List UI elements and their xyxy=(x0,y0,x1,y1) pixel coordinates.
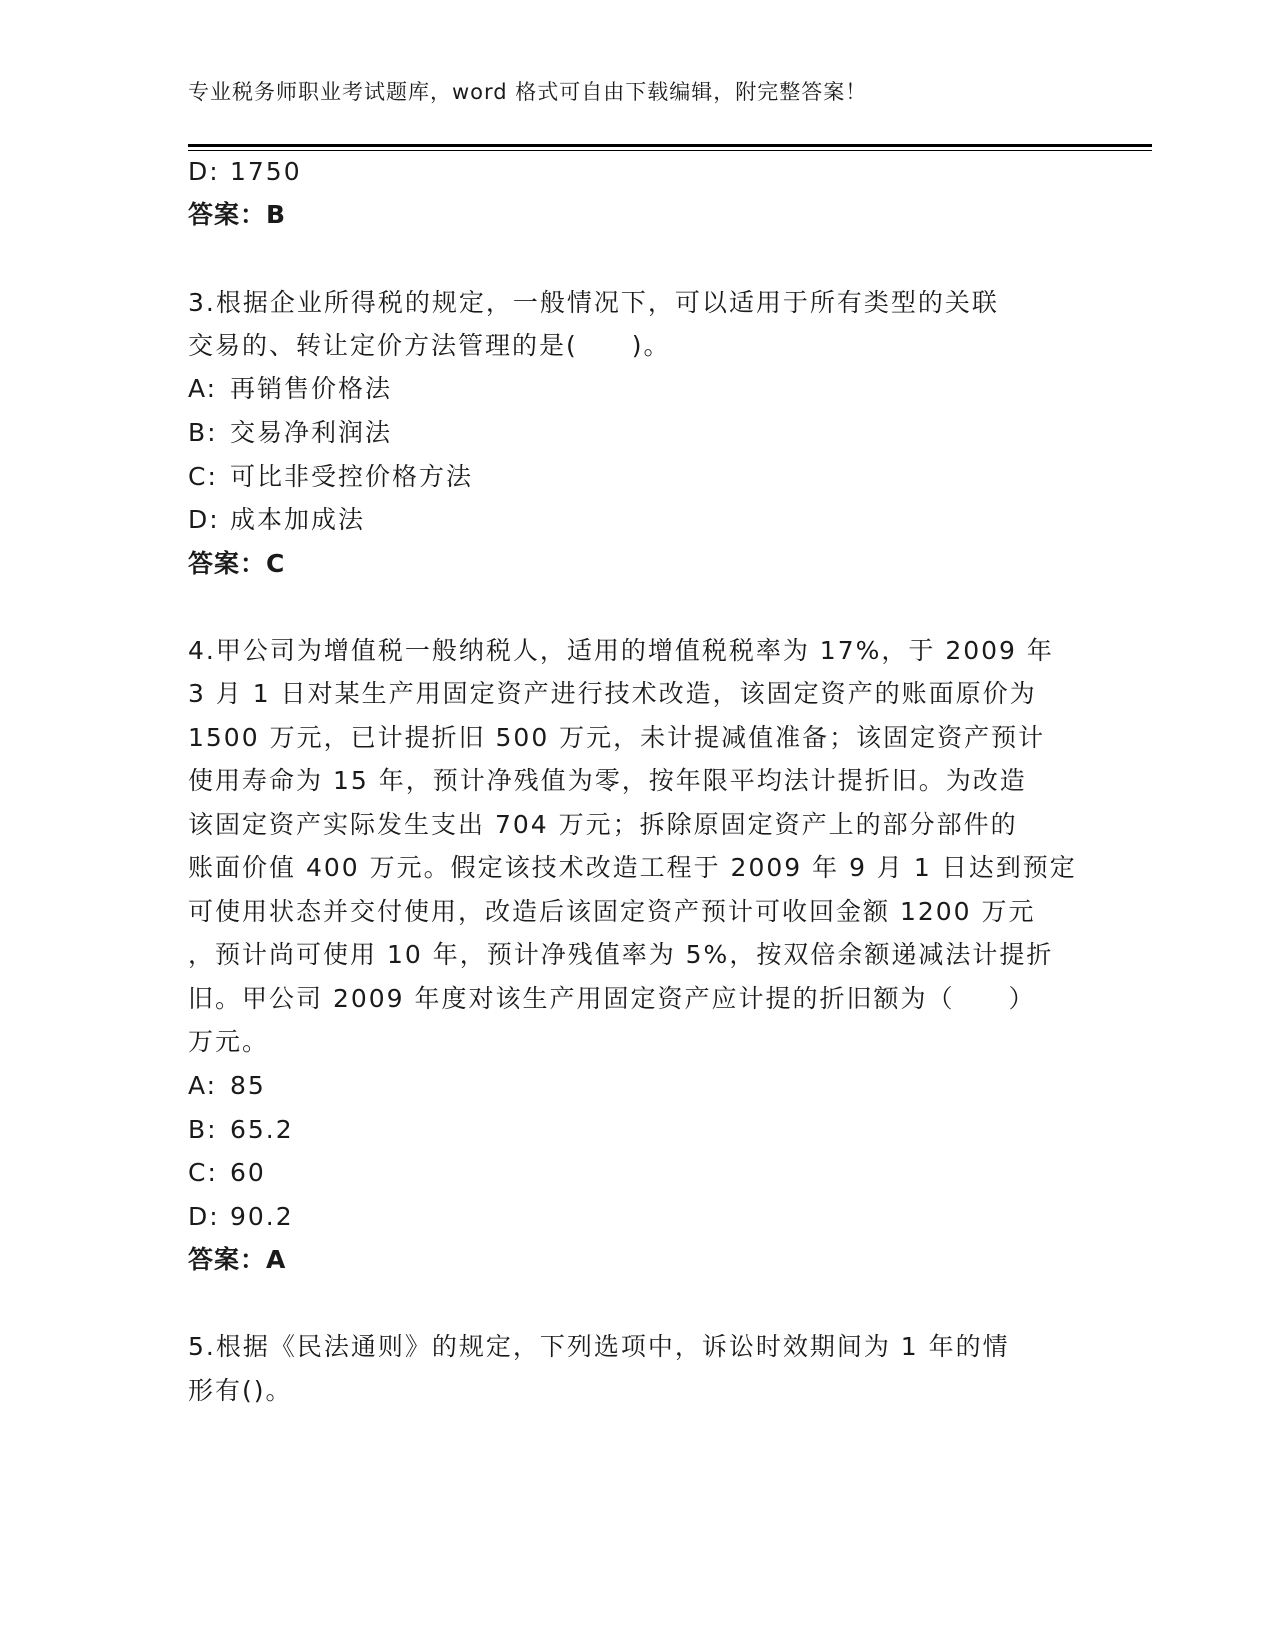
q4-stem-line: ，预计尚可使用 10 年，预计净残值率为 5%，按双倍余额递减法计提折 xyxy=(188,940,1054,969)
q2-answer: 答案：B xyxy=(188,200,287,229)
q3-option-c xyxy=(188,462,473,492)
q4-stem-line: 可使用状态并交付使用，改造后该固定资产预计可收回金额 1200 万元 xyxy=(188,897,1036,926)
option-label: B: xyxy=(188,1115,218,1144)
page-header: 专业税务师职业考试题库，word 格式可自由下载编辑，附完整答案！ xyxy=(188,80,868,104)
option-text: 65.2 xyxy=(230,1115,294,1144)
q5-stem-line: 形有()。 xyxy=(188,1376,293,1405)
q4-stem-line: 万元。 xyxy=(188,1027,270,1056)
option-text: 60 xyxy=(230,1158,266,1187)
q4-stem-line: 1500 万元，已计提折旧 500 万元，未计提减值准备；该固定资产预计 xyxy=(188,723,1046,752)
q3-option-b xyxy=(188,418,392,448)
option-text: 可比非受控价格方法 xyxy=(230,462,474,491)
q4-option-c xyxy=(188,1158,266,1188)
q3-option-d xyxy=(188,505,365,535)
option-label: B: xyxy=(188,418,218,447)
q4-stem-line: 使用寿命为 15 年，预计净残值为零，按年限平均法计提折旧。为改造 xyxy=(188,766,1027,795)
q2-option-d xyxy=(188,157,302,187)
q3-option-a xyxy=(188,374,392,404)
q4-stem-line: 旧。甲公司 2009 年度对该生产用固定资产应计提的折旧额为（ ） xyxy=(188,984,1036,1013)
option-text: 1750 xyxy=(230,157,302,186)
q4-answer: 答案：A xyxy=(188,1245,287,1274)
header-divider-thick xyxy=(188,144,1152,147)
q4-stem-line: 3 月 1 日对某生产用固定资产进行技术改造，该固定资产的账面原价为 xyxy=(188,679,1037,708)
q3-stem-line: 3.根据企业所得税的规定，一般情况下，可以适用于所有类型的关联 xyxy=(188,288,999,317)
q4-option-d xyxy=(188,1202,294,1232)
option-label: C: xyxy=(188,1158,218,1187)
option-text: 成本加成法 xyxy=(230,505,366,534)
q3-answer: 答案：C xyxy=(188,549,286,578)
option-label: C: xyxy=(188,462,218,491)
q4-option-a xyxy=(188,1071,266,1101)
option-text: 90.2 xyxy=(230,1202,294,1231)
q5-stem-line: 5.根据《民法通则》的规定，下列选项中，诉讼时效期间为 1 年的情 xyxy=(188,1332,1010,1361)
option-text: 85 xyxy=(230,1071,266,1100)
q4-option-b xyxy=(188,1115,294,1145)
option-text: 交易净利润法 xyxy=(230,418,393,447)
q4-stem-line: 4.甲公司为增值税一般纳税人，适用的增值税税率为 17%，于 2009 年 xyxy=(188,636,1054,665)
header-divider-thin xyxy=(188,150,1152,151)
q4-stem-line: 账面价值 400 万元。假定该技术改造工程于 2009 年 9 月 1 日达到预定 xyxy=(188,853,1077,882)
option-text: 再销售价格法 xyxy=(230,374,393,403)
q3-stem-line: 交易的、转让定价方法管理的是( )。 xyxy=(188,331,671,360)
option-label: A: xyxy=(188,374,218,403)
option-label: D: xyxy=(188,1202,220,1231)
option-label: D: xyxy=(188,157,220,186)
option-label: A: xyxy=(188,1071,218,1100)
q4-stem-line: 该固定资产实际发生支出 704 万元；拆除原固定资产上的部分部件的 xyxy=(188,810,1018,839)
option-label: D: xyxy=(188,505,220,534)
